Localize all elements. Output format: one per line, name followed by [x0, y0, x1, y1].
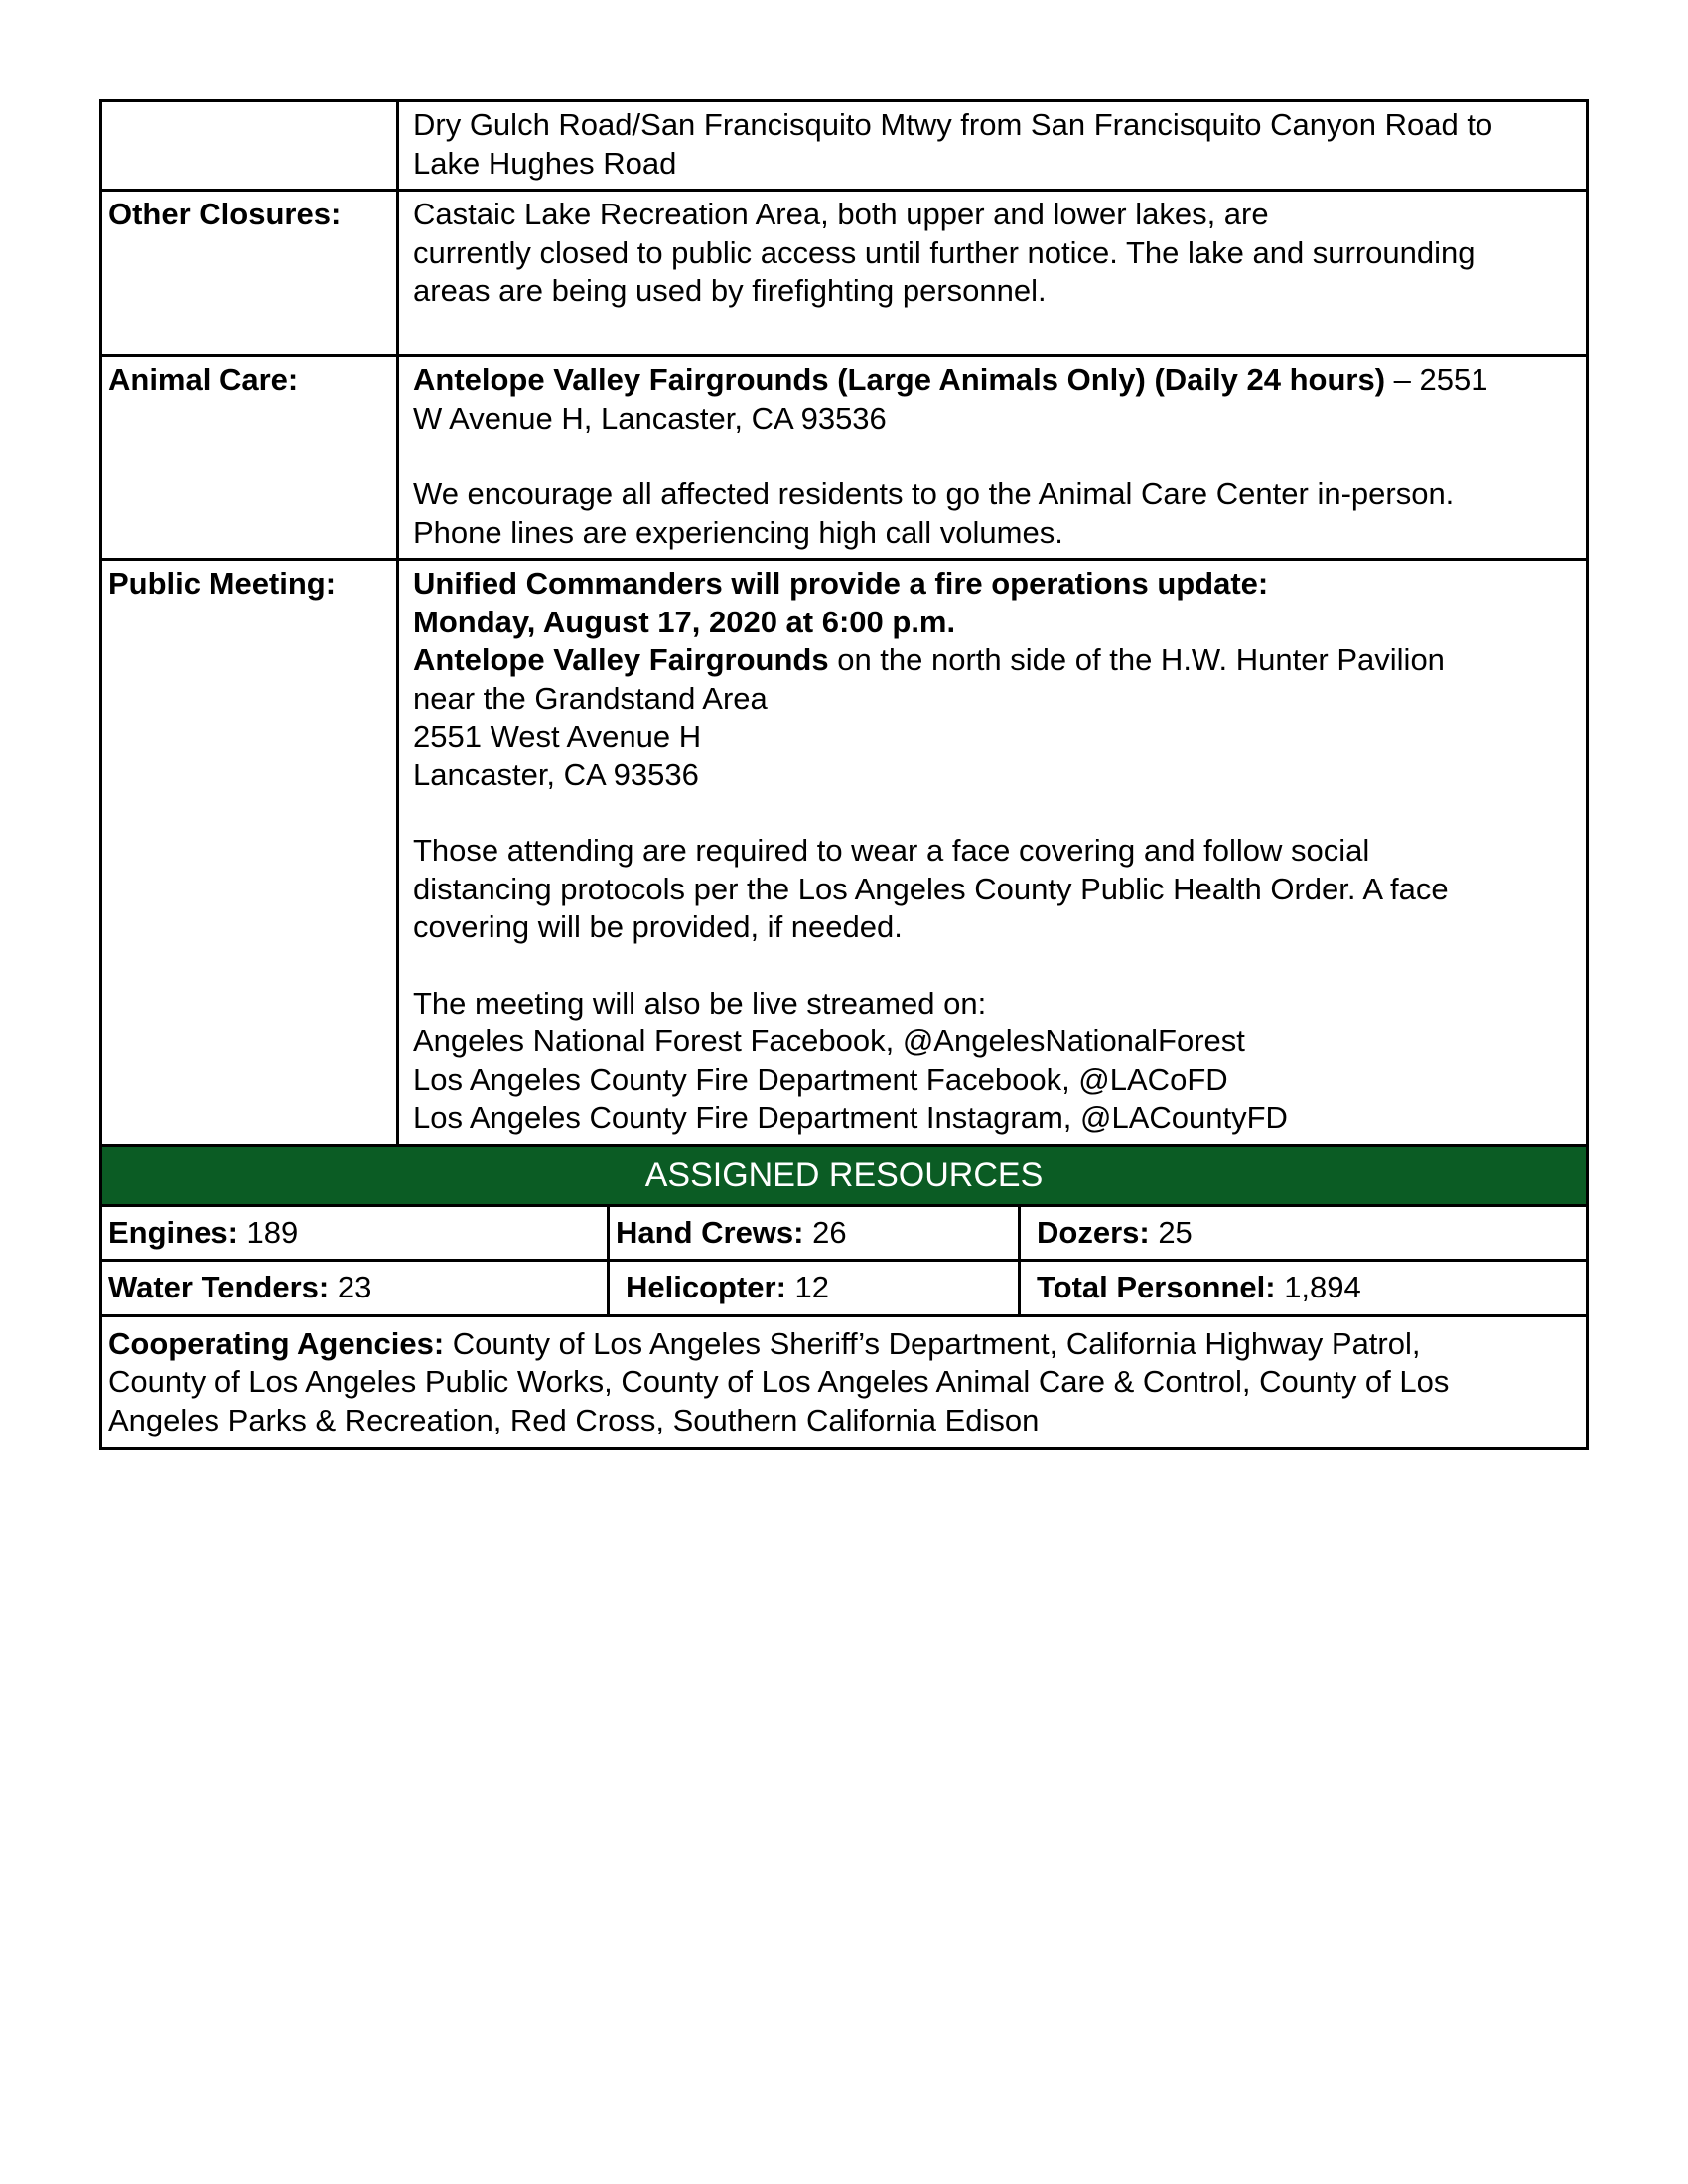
incident-info-table [99, 99, 1589, 1147]
road-closure-line-1: Dry Gulch Road/San Francisquito Mtwy from San Francisquito Canyon Road to [413, 107, 1493, 142]
water-tenders-value: 23 [329, 1270, 372, 1304]
engines-cell [101, 1205, 609, 1261]
resources-row-1 [101, 1205, 1588, 1261]
other-closures-label: Other Closures: [101, 191, 398, 356]
animal-care-content [398, 356, 1588, 560]
public-meeting-health-line-2: distancing protocols per the Los Angeles County Public Health Order. A face [413, 871, 1449, 906]
public-meeting-venue-line-1 [413, 641, 1578, 680]
hand-crews-value: 26 [803, 1214, 847, 1250]
cooperating-agencies-cell [101, 1317, 1588, 1449]
dozers-cell [1020, 1205, 1588, 1261]
public-meeting-label: Public Meeting: [101, 560, 398, 1146]
public-meeting-stream-line-1: Angeles National Forest Facebook, @AngelesNationalForest [413, 1024, 1245, 1058]
cooperating-agencies-line-3: Angeles Parks & Recreation, Red Cross, Southern California Edison [108, 1402, 1040, 1437]
animal-care-address-line-2: W Avenue H, Lancaster, CA 93536 [413, 400, 887, 436]
public-meeting-health-line-1: Those attending are required to wear a face covering and follow social [413, 833, 1370, 868]
public-meeting-address-line-1: 2551 West Avenue H [413, 719, 702, 753]
cooperating-agencies-line-2: County of Los Angeles Public Works, County of Los Angeles Animal Care & Control, County of Los [108, 1364, 1450, 1399]
animal-care-location-line-1 [413, 361, 1578, 400]
public-meeting-row [101, 560, 1588, 1146]
hand-crews-label: Hand Crews: [616, 1214, 804, 1250]
incident-update-page [99, 99, 1589, 1450]
other-closures-row [101, 191, 1588, 356]
other-closures-content [398, 191, 1588, 356]
dozers-label: Dozers: [1037, 1214, 1150, 1250]
total-personnel-cell [1020, 1261, 1588, 1316]
other-closures-line-2: currently closed to public access until further notice. The lake and surrounding [413, 234, 1476, 270]
dozers-value: 25 [1149, 1214, 1193, 1250]
helicopter-cell [609, 1261, 1020, 1316]
road-closure-label [101, 101, 398, 191]
animal-care-address-start: – 2551 [1385, 362, 1488, 397]
other-closures-spacer [413, 311, 1578, 349]
other-closures-line-3: areas are being used by firefighting personnel. [413, 273, 1047, 308]
cooperating-agencies-label: Cooperating Agencies: [108, 1325, 445, 1361]
water-tenders-label: Water Tenders: [108, 1270, 330, 1304]
public-meeting-venue-rest: on the north side of the H.W. Hunter Pavilion [828, 642, 1445, 677]
public-meeting-stream-intro: The meeting will also be live streamed on: [413, 985, 987, 1021]
public-meeting-details [413, 565, 1578, 794]
engines-label: Engines: [108, 1214, 238, 1250]
public-meeting-stream-line-3: Los Angeles County Fire Department Instagram, @LACountyFD [413, 1100, 1288, 1135]
animal-care-location [413, 361, 1578, 438]
public-meeting-venue-name: Antelope Valley Fairgrounds [413, 642, 829, 677]
resources-row-2 [101, 1261, 1588, 1316]
public-meeting-date: Monday, August 17, 2020 at 6:00 p.m. [413, 604, 956, 639]
animal-care-label: Animal Care: [101, 356, 398, 560]
assigned-resources-table [99, 1204, 1589, 1317]
public-meeting-health-order [413, 832, 1578, 947]
cooperating-agencies-line-1 [108, 1325, 1580, 1364]
total-personnel-value: 1,894 [1275, 1270, 1361, 1304]
public-meeting-health-line-3: covering will be provided, if needed. [413, 909, 903, 944]
road-closure-line-2: Lake Hughes Road [413, 145, 677, 181]
animal-care-row [101, 356, 1588, 560]
public-meeting-livestream [413, 985, 1578, 1138]
helicopter-value: 12 [785, 1270, 830, 1304]
public-meeting-stream-line-2: Los Angeles County Fire Department Facebook, @LACoFD [413, 1061, 1228, 1097]
total-personnel-label: Total Personnel: [1037, 1270, 1276, 1304]
public-meeting-address-line-2: Lancaster, CA 93536 [413, 756, 699, 792]
animal-care-location-name: Antelope Valley Fairgrounds (Large Animals Only) (Daily 24 hours) [413, 362, 1386, 397]
hand-crews-cell [609, 1205, 1020, 1261]
cooperating-agencies-text-1: County of Los Angeles Sheriff’s Department, California Highway Patrol, [444, 1325, 1421, 1361]
public-meeting-venue-line-2: near the Grandstand Area [413, 680, 768, 716]
engines-value: 189 [237, 1214, 299, 1250]
cooperating-agencies-row [101, 1317, 1588, 1449]
water-tenders-cell [101, 1261, 609, 1316]
assigned-resources-header: ASSIGNED RESOURCES [99, 1147, 1589, 1204]
cooperating-agencies-table [99, 1317, 1589, 1451]
animal-care-note-line-2: Phone lines are experiencing high call volumes. [413, 514, 1063, 550]
road-closure-row [101, 101, 1588, 191]
public-meeting-headline-1: Unified Commanders will provide a fire operations update: [413, 566, 1269, 601]
animal-care-note [413, 476, 1578, 552]
helicopter-label: Helicopter: [626, 1270, 786, 1304]
other-closures-line-1: Castaic Lake Recreation Area, both upper and lower lakes, are [413, 197, 1269, 231]
road-closure-content [398, 101, 1588, 191]
animal-care-note-line-1: We encourage all affected residents to go the Animal Care Center in-person. [413, 477, 1455, 511]
public-meeting-content [398, 560, 1588, 1146]
